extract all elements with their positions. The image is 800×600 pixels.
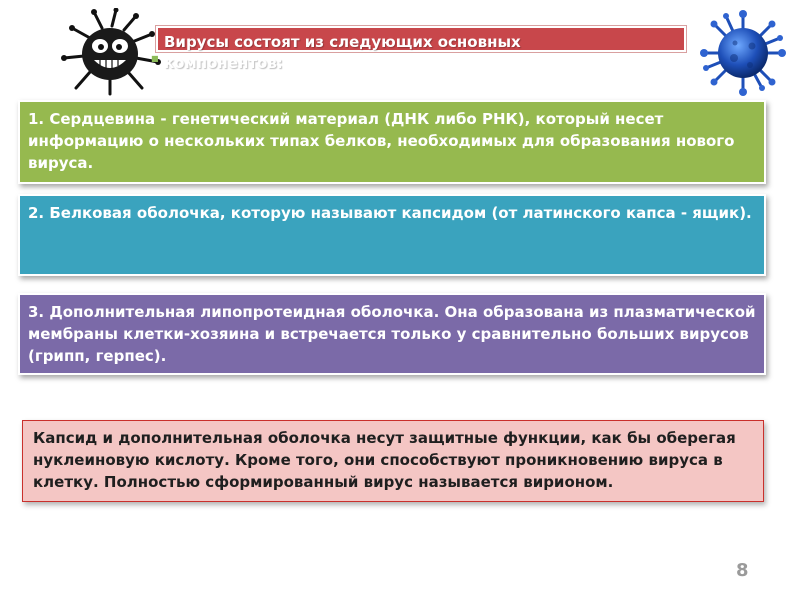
blue-virus-icon: [700, 10, 786, 96]
component-core-text: 1. Сердцевина - генетический материал (ДНК либо РНК), который несет информацию о нескольких типах белков, необходимых для образования нового вируса.: [28, 110, 735, 172]
slide-title-line2: компонентов:: [164, 54, 283, 72]
slide-title-line1: Вирусы состоят из следующих основных: [164, 33, 521, 51]
summary-note: [22, 420, 764, 502]
component-card-envelope: [18, 293, 766, 375]
component-capsid-text: 2. Белковая оболочка, которую называют капсидом (от латинского капса - ящик).: [28, 204, 752, 222]
cartoon-germ-icon: [54, 8, 166, 96]
component-card-core: [18, 100, 766, 184]
bullet-dot: ■: [151, 54, 159, 63]
title-banner: [156, 26, 686, 72]
component-card-capsid: [18, 194, 766, 276]
component-envelope-text: 3. Дополнительная липопротеидная оболочка. Она образована из плазматической мембраны клетки-хозяина и встречается только у сравнительно больших вирусов (грипп, герпес).: [28, 303, 756, 365]
summary-note-text: Капсид и дополнительная оболочка несут защитные функции, как бы оберегая нуклеиновую кислоту. Кроме того, они способствуют проникновению вируса в клетку. Полностью сформированный вирус называется вирионом.: [33, 429, 736, 491]
slide-title: [164, 32, 521, 74]
page-number: 8: [736, 560, 749, 581]
